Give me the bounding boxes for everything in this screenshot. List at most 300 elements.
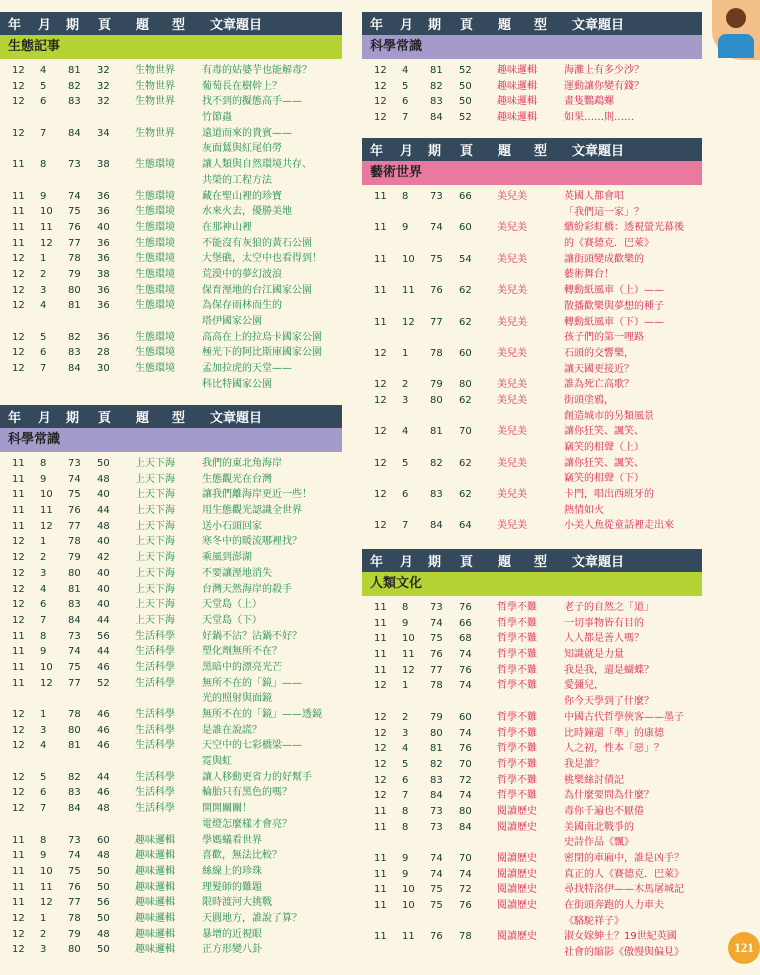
issue-cell: 73 bbox=[430, 805, 443, 817]
table-row bbox=[0, 361, 342, 377]
article-type-cell: 趣味邏輯 bbox=[135, 897, 175, 909]
issue-cell: 74 bbox=[430, 617, 443, 629]
month-cell: 1 bbox=[40, 253, 47, 265]
issue-cell: 74 bbox=[68, 190, 81, 202]
article-title-cell: 用生態觀光認識全世界 bbox=[202, 505, 302, 517]
article-title-cell: 人之初，性本「惡」？ bbox=[564, 743, 664, 755]
article-type-cell: 生態環境 bbox=[135, 221, 175, 233]
month-cell: 11 bbox=[40, 881, 53, 893]
table-row bbox=[0, 173, 342, 189]
page-cell: 60 bbox=[459, 347, 472, 359]
article-type-cell: 美兒美 bbox=[497, 285, 527, 297]
table-row bbox=[0, 691, 342, 707]
article-type-cell: 閱讀歷史 bbox=[497, 805, 537, 817]
month-cell: 8 bbox=[40, 458, 47, 469]
year-cell: 11 bbox=[374, 633, 387, 645]
year-cell: 11 bbox=[374, 821, 387, 833]
issue-cell: 82 bbox=[430, 457, 443, 469]
year-cell: 12 bbox=[12, 599, 25, 611]
issue-cell: 78 bbox=[430, 680, 443, 692]
table-row bbox=[0, 236, 342, 252]
issue-cell: 75 bbox=[68, 206, 81, 218]
table-row bbox=[0, 283, 342, 299]
month-cell: 2 bbox=[40, 268, 47, 280]
row-list bbox=[362, 63, 702, 126]
article-type-cell: 生活科學 bbox=[135, 661, 175, 673]
table-row bbox=[0, 833, 342, 849]
article-title-cell: 水來火去，優勝美地 bbox=[202, 206, 292, 218]
month-cell: 8 bbox=[402, 821, 409, 833]
issue-cell: 74 bbox=[68, 473, 81, 485]
issue-cell: 75 bbox=[68, 489, 81, 501]
table-row bbox=[362, 710, 702, 726]
table-row bbox=[362, 788, 702, 804]
year-cell: 11 bbox=[374, 649, 387, 661]
article-title-cell: 我是我，還是蝴蝶？ bbox=[564, 664, 654, 676]
month-cell: 8 bbox=[40, 834, 47, 846]
page-cell: 62 bbox=[459, 394, 472, 406]
article-title-cell: 讓人類與自然環境共存、 bbox=[202, 159, 312, 171]
article-type-cell: 生活科學 bbox=[135, 646, 175, 658]
issue-cell: 75 bbox=[430, 253, 443, 265]
table-row bbox=[362, 440, 702, 456]
issue-cell: 79 bbox=[68, 268, 81, 280]
month-cell: 6 bbox=[402, 774, 409, 786]
article-type-cell: 生物世界 bbox=[135, 65, 175, 76]
table-row bbox=[0, 110, 342, 126]
issue-cell: 81 bbox=[68, 65, 81, 76]
year-cell: 11 bbox=[12, 865, 25, 877]
page-cell: 76 bbox=[459, 664, 472, 676]
header-cell: 頁 bbox=[460, 144, 474, 159]
table-row bbox=[362, 346, 702, 362]
table-row bbox=[0, 220, 342, 236]
year-cell: 12 bbox=[374, 457, 387, 469]
month-cell: 6 bbox=[402, 96, 409, 108]
article-type-cell: 閱讀歷史 bbox=[497, 900, 537, 912]
article-type-cell: 上天下海 bbox=[135, 567, 175, 579]
issue-cell: 80 bbox=[68, 944, 81, 956]
page-cell: 40 bbox=[97, 489, 110, 501]
table-row bbox=[362, 94, 702, 110]
table-row bbox=[0, 550, 342, 566]
header-cell: 型 bbox=[172, 18, 186, 33]
article-type-cell: 美兒美 bbox=[497, 426, 527, 438]
table-row bbox=[362, 929, 702, 945]
header-cell: 型 bbox=[534, 555, 548, 570]
page-cell: 32 bbox=[97, 80, 110, 92]
month-cell: 3 bbox=[402, 727, 409, 739]
page-cell: 80 bbox=[459, 805, 472, 817]
year-cell: 12 bbox=[12, 80, 25, 92]
page-cell: 62 bbox=[459, 489, 472, 501]
year-cell: 12 bbox=[12, 300, 25, 312]
issue-cell: 84 bbox=[430, 112, 443, 124]
article-title-cell: 誰為死亡高歌？ bbox=[564, 379, 634, 391]
article-title-cell: 我們的東北角海岸 bbox=[202, 458, 282, 469]
issue-cell: 81 bbox=[430, 65, 443, 76]
article-title-cell: 創造城市的另類風景 bbox=[564, 410, 654, 422]
table-row bbox=[0, 848, 342, 864]
page-cell: 44 bbox=[97, 646, 110, 658]
article-title-cell: 暴增的近視眼 bbox=[202, 928, 262, 940]
article-title-cell: 送小石頭回家 bbox=[202, 520, 262, 532]
year-cell: 12 bbox=[374, 394, 387, 406]
table-row bbox=[0, 864, 342, 880]
table-row bbox=[0, 330, 342, 346]
header-cell: 期 bbox=[66, 411, 80, 426]
issue-cell: 84 bbox=[430, 520, 443, 532]
issue-cell: 74 bbox=[430, 222, 443, 234]
page-cell: 40 bbox=[97, 599, 110, 611]
year-cell: 11 bbox=[374, 253, 387, 265]
page-cell: 36 bbox=[97, 331, 110, 343]
page-cell: 74 bbox=[459, 790, 472, 802]
issue-cell: 78 bbox=[68, 912, 81, 924]
page-cell: 50 bbox=[97, 865, 110, 877]
year-cell: 12 bbox=[12, 912, 25, 924]
issue-cell: 79 bbox=[430, 711, 443, 723]
page-cell: 70 bbox=[459, 758, 472, 770]
table-row bbox=[362, 220, 702, 236]
page-cell: 52 bbox=[459, 112, 472, 124]
table-row bbox=[362, 315, 702, 331]
article-title-cell: 的《賽德克．巴萊》 bbox=[564, 238, 654, 250]
issue-cell: 77 bbox=[68, 677, 81, 689]
article-type-cell: 生態環境 bbox=[135, 206, 175, 218]
header-cell: 文章題目 bbox=[210, 18, 263, 33]
issue-cell: 83 bbox=[68, 96, 81, 108]
page-cell: 48 bbox=[97, 850, 110, 862]
table-row bbox=[362, 945, 702, 961]
header-cell: 型 bbox=[534, 18, 548, 33]
month-cell: 6 bbox=[40, 96, 47, 108]
issue-cell: 76 bbox=[68, 881, 81, 893]
article-type-cell: 生態環境 bbox=[135, 190, 175, 202]
page-cell: 48 bbox=[97, 928, 110, 940]
article-type-cell: 美兒美 bbox=[497, 457, 527, 469]
page-cell: 48 bbox=[97, 520, 110, 532]
month-cell: 2 bbox=[402, 379, 409, 391]
table-row bbox=[362, 503, 702, 519]
article-title-cell: 如果……則…… bbox=[564, 112, 634, 124]
year-cell: 11 bbox=[374, 868, 387, 880]
page-cell: 36 bbox=[97, 237, 110, 249]
month-cell: 4 bbox=[40, 740, 47, 752]
table-row bbox=[0, 534, 342, 550]
page-cell: 36 bbox=[97, 300, 110, 312]
table-row bbox=[362, 377, 702, 393]
issue-cell: 82 bbox=[68, 80, 81, 92]
article-title-cell: 霓與虹 bbox=[202, 756, 232, 768]
month-cell: 11 bbox=[402, 931, 415, 943]
page-cell: 36 bbox=[97, 253, 110, 265]
page-cell: 60 bbox=[459, 222, 472, 234]
article-title-cell: 理髮師的難題 bbox=[202, 881, 262, 893]
header-cell: 題 bbox=[498, 18, 512, 33]
year-cell: 11 bbox=[12, 850, 25, 862]
article-title-cell: 知識就是力量 bbox=[564, 649, 624, 661]
issue-cell: 76 bbox=[430, 285, 443, 297]
table-row bbox=[362, 882, 702, 898]
article-title-cell: 小美人魚從童話裡走出來 bbox=[564, 520, 674, 532]
issue-cell: 73 bbox=[68, 159, 81, 171]
header-cell: 題 bbox=[498, 144, 512, 159]
header-cell: 頁 bbox=[460, 18, 474, 33]
page-cell: 80 bbox=[459, 379, 472, 391]
article-title-cell: 尋找特洛伊——木馬屠城記 bbox=[564, 884, 684, 896]
article-title-cell: 黑暗中的漂亮光芒 bbox=[202, 661, 282, 673]
article-title-cell: 竊笑的相聲（下） bbox=[564, 473, 644, 485]
issue-cell: 83 bbox=[68, 599, 81, 611]
page-cell: 84 bbox=[459, 821, 472, 833]
issue-cell: 74 bbox=[430, 868, 443, 880]
page-cell: 46 bbox=[97, 787, 110, 799]
year-cell: 11 bbox=[374, 853, 387, 864]
year-cell: 11 bbox=[12, 677, 25, 689]
table-row bbox=[362, 726, 702, 742]
table-row bbox=[0, 189, 342, 205]
issue-cell: 80 bbox=[68, 567, 81, 579]
year-cell: 12 bbox=[12, 803, 25, 815]
issue-cell: 73 bbox=[68, 458, 81, 469]
month-cell: 9 bbox=[402, 853, 409, 864]
table-row bbox=[0, 377, 342, 393]
page-cell: 46 bbox=[97, 709, 110, 720]
table-row bbox=[0, 94, 342, 110]
year-cell: 12 bbox=[12, 583, 25, 595]
issue-cell: 73 bbox=[430, 602, 443, 613]
article-type-cell: 趣味邏輯 bbox=[135, 850, 175, 862]
article-title-cell: 在街頭奔跑的人力車夫 bbox=[564, 900, 664, 912]
header-cell: 型 bbox=[534, 144, 548, 159]
month-cell: 7 bbox=[402, 790, 409, 802]
month-cell: 12 bbox=[40, 520, 53, 532]
article-type-cell: 哲學不難 bbox=[497, 680, 537, 692]
issue-cell: 77 bbox=[68, 897, 81, 909]
article-title-cell: 絲線上的珍珠 bbox=[202, 865, 262, 877]
table-row bbox=[362, 773, 702, 789]
year-cell: 12 bbox=[374, 426, 387, 438]
issue-cell: 74 bbox=[68, 646, 81, 658]
article-type-cell: 哲學不難 bbox=[497, 633, 537, 645]
article-type-cell: 生活科學 bbox=[135, 803, 175, 815]
month-cell: 1 bbox=[402, 347, 409, 359]
year-cell: 12 bbox=[374, 96, 387, 108]
month-cell: 8 bbox=[40, 630, 47, 642]
page-cell: 40 bbox=[97, 536, 110, 548]
issue-cell: 76 bbox=[68, 505, 81, 517]
article-type-cell: 生活科學 bbox=[135, 787, 175, 799]
page-cell: 50 bbox=[459, 80, 472, 92]
table-row bbox=[362, 631, 702, 647]
article-title-cell: 竹節蟲 bbox=[202, 112, 232, 124]
table-row bbox=[0, 472, 342, 488]
table-row bbox=[0, 314, 342, 330]
article-type-cell: 閱讀歷史 bbox=[497, 931, 537, 943]
year-cell: 11 bbox=[12, 473, 25, 485]
article-type-cell: 趣味邏輯 bbox=[135, 865, 175, 877]
article-title-cell: 卡門，唱出西班牙的 bbox=[564, 489, 654, 501]
header-cell: 期 bbox=[428, 144, 442, 159]
year-cell: 12 bbox=[12, 347, 25, 359]
month-cell: 7 bbox=[40, 803, 47, 815]
year-cell: 12 bbox=[12, 709, 25, 720]
month-cell: 7 bbox=[40, 614, 47, 626]
table-row bbox=[362, 283, 702, 299]
month-cell: 12 bbox=[402, 664, 415, 676]
header-cell: 題 bbox=[498, 555, 512, 570]
article-type-cell: 美兒美 bbox=[497, 394, 527, 406]
table-row bbox=[362, 267, 702, 283]
page-cell: 40 bbox=[97, 221, 110, 233]
article-type-cell: 美兒美 bbox=[497, 253, 527, 265]
issue-cell: 80 bbox=[68, 284, 81, 296]
header-cell: 年 bbox=[8, 411, 22, 426]
article-title-cell: 讓你狂笑、諷笑、 bbox=[564, 426, 644, 438]
year-cell: 11 bbox=[374, 285, 387, 297]
month-cell: 12 bbox=[402, 316, 415, 328]
page-cell: 46 bbox=[97, 661, 110, 673]
page-cell: 62 bbox=[459, 316, 472, 328]
category-title: 科學常識 bbox=[362, 35, 702, 59]
table-row bbox=[362, 393, 702, 409]
column-header bbox=[0, 405, 342, 428]
month-cell: 4 bbox=[402, 65, 409, 76]
article-title-cell: 毒你千遍也不厭倦 bbox=[564, 805, 644, 817]
article-title-cell: 科比特國家公園 bbox=[202, 378, 272, 390]
issue-cell: 78 bbox=[68, 253, 81, 265]
article-title-cell: 無所不在的「鏡」—— bbox=[202, 677, 302, 689]
issue-cell: 73 bbox=[68, 834, 81, 846]
month-cell: 9 bbox=[40, 850, 47, 862]
month-cell: 8 bbox=[402, 602, 409, 613]
table-row bbox=[0, 456, 342, 472]
article-type-cell: 哲學不難 bbox=[497, 774, 537, 786]
article-title-cell: 真正的人《賽德克．巴萊》 bbox=[564, 868, 684, 880]
month-cell: 5 bbox=[402, 457, 409, 469]
month-cell: 11 bbox=[40, 221, 53, 233]
issue-cell: 80 bbox=[68, 724, 81, 736]
article-type-cell: 生態環境 bbox=[135, 347, 175, 359]
article-title-cell: 轉動紙風車（下）—— bbox=[564, 316, 664, 328]
year-cell: 12 bbox=[374, 80, 387, 92]
issue-cell: 83 bbox=[68, 347, 81, 359]
month-cell: 12 bbox=[40, 677, 53, 689]
article-title-cell: 天空中的七彩橋梁—— bbox=[202, 740, 302, 752]
article-title-cell: 寒冬中的暖流哪裡找？ bbox=[202, 536, 302, 548]
year-cell: 12 bbox=[374, 112, 387, 124]
month-cell: 6 bbox=[402, 489, 409, 501]
header-cell: 期 bbox=[66, 18, 80, 33]
table-row bbox=[0, 911, 342, 927]
issue-cell: 82 bbox=[68, 331, 81, 343]
page-cell: 72 bbox=[459, 884, 472, 896]
article-title-cell: 《駱駝祥子》 bbox=[564, 915, 624, 927]
article-title-cell: 大堡礁，太空中也看得到！ bbox=[202, 253, 322, 265]
article-title-cell: 電燈怎麼樣才會亮？ bbox=[202, 818, 292, 830]
table-row bbox=[362, 487, 702, 503]
article-title-cell: 藏在聖山裡的珍寶 bbox=[202, 190, 282, 202]
table-row bbox=[362, 647, 702, 663]
issue-cell: 81 bbox=[68, 583, 81, 595]
issue-cell: 80 bbox=[430, 727, 443, 739]
page-cell: 76 bbox=[459, 743, 472, 755]
article-type-cell: 哲學不難 bbox=[497, 649, 537, 661]
month-cell: 10 bbox=[40, 206, 53, 218]
month-cell: 1 bbox=[402, 680, 409, 692]
issue-cell: 83 bbox=[430, 96, 443, 108]
year-cell: 12 bbox=[374, 680, 387, 692]
article-title-cell: 保育溼地的台江國家公園 bbox=[202, 284, 312, 296]
issue-cell: 83 bbox=[68, 787, 81, 799]
header-cell: 年 bbox=[370, 555, 384, 570]
article-title-cell: 找不到的擬態高手—— bbox=[202, 96, 302, 108]
table-row bbox=[362, 820, 702, 836]
article-title-cell: 比時鐘還「準」的康德 bbox=[564, 727, 664, 739]
table-row bbox=[0, 927, 342, 943]
article-title-cell: 石頭的交響樂， bbox=[564, 347, 634, 359]
header-cell: 月 bbox=[400, 555, 414, 570]
row-list bbox=[0, 456, 342, 958]
issue-cell: 83 bbox=[430, 489, 443, 501]
header-cell: 文章題目 bbox=[572, 555, 625, 570]
article-type-cell: 生活科學 bbox=[135, 724, 175, 736]
article-type-cell: 生態環境 bbox=[135, 268, 175, 280]
article-title-cell: 無所不在的「鏡」——透鏡 bbox=[202, 709, 322, 720]
year-cell: 12 bbox=[12, 552, 25, 564]
section-human bbox=[362, 549, 702, 961]
article-type-cell: 美兒美 bbox=[497, 191, 527, 202]
article-type-cell: 哲學不難 bbox=[497, 743, 537, 755]
table-row bbox=[0, 597, 342, 613]
issue-cell: 75 bbox=[68, 865, 81, 877]
article-type-cell: 上天下海 bbox=[135, 458, 175, 469]
page-cell: 50 bbox=[459, 96, 472, 108]
article-type-cell: 閱讀歷史 bbox=[497, 868, 537, 880]
table-row bbox=[0, 566, 342, 582]
issue-cell: 77 bbox=[430, 664, 443, 676]
year-cell: 12 bbox=[12, 928, 25, 940]
article-title-cell: 讓街頭變成歡樂的 bbox=[564, 253, 644, 265]
article-title-cell: 繽紛彩虹橋：透視螢光幕後 bbox=[564, 222, 684, 234]
page-cell: 34 bbox=[97, 127, 110, 139]
article-title-cell: 藝術舞台！ bbox=[564, 269, 614, 281]
article-title-cell: 美國南北戰爭的 bbox=[564, 821, 634, 833]
article-type-cell: 上天下海 bbox=[135, 552, 175, 564]
page-cell: 78 bbox=[459, 931, 472, 943]
month-cell: 10 bbox=[402, 884, 415, 896]
page-cell: 56 bbox=[97, 897, 110, 909]
article-title-cell: 讓天國更接近？ bbox=[564, 363, 634, 375]
page-cell: 28 bbox=[97, 347, 110, 359]
issue-cell: 80 bbox=[430, 394, 443, 406]
month-cell: 6 bbox=[40, 347, 47, 359]
table-row bbox=[362, 424, 702, 440]
article-title-cell: 愛彌兒， bbox=[564, 680, 604, 692]
article-title-cell: 史詩作品《飄》 bbox=[564, 837, 634, 849]
article-type-cell: 生態環境 bbox=[135, 331, 175, 343]
table-row bbox=[0, 723, 342, 739]
year-cell: 11 bbox=[374, 316, 387, 328]
issue-cell: 79 bbox=[68, 928, 81, 940]
page-cell: 36 bbox=[97, 190, 110, 202]
year-cell: 11 bbox=[374, 884, 387, 896]
issue-cell: 73 bbox=[68, 630, 81, 642]
header-cell: 題 bbox=[136, 411, 150, 426]
month-cell: 7 bbox=[402, 520, 409, 532]
page-cell: 52 bbox=[459, 65, 472, 76]
